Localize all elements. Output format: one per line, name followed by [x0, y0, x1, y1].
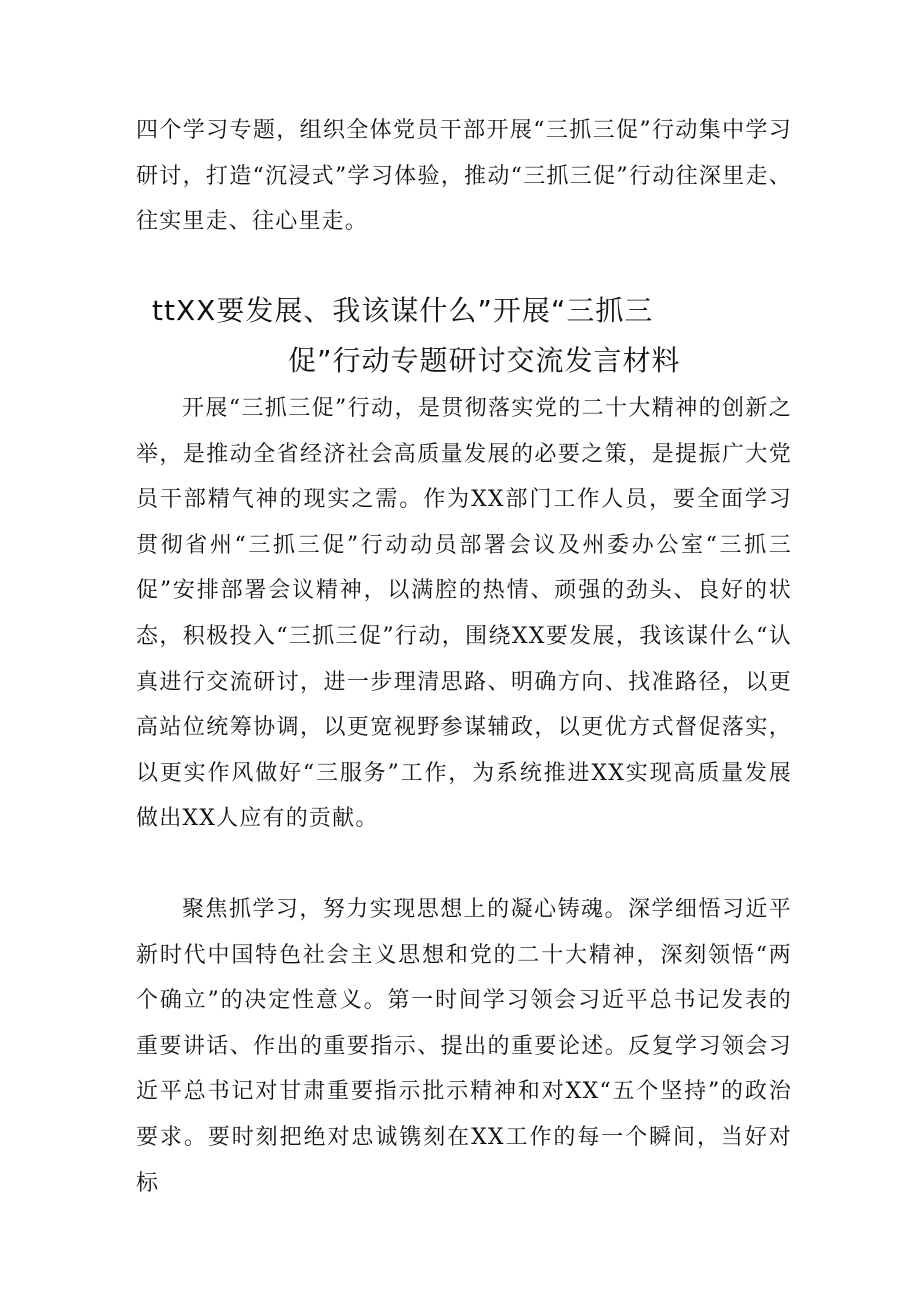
body-paragraph-1: 开展“三抓三促”行动，是贯彻落实党的二十大精神的创新之举，是推动全省经济社会高质量发展的必要之策，是提振广大党员干部精气神的现实之需。作为XX部门工作人员，要全面学习贯彻省州“三抓三促”行动动员部署会议及州委办公室“三抓三促”安排部署会议精神，以满腔的热情、顽强的劲头、良好的状态，积极投入“三抓三促”行动，围绕XX要发展，我该谋什么“认真进行交流研讨，进一步理清思路、明确方向、找准路径，以更高站位统筹协调，以更宽视野参谋辅政，以更优方式督促落实，以更实作风做好“三服务”工作，为系统推进XX实现高质量发展做出XX人应有的贡献。 — [136, 396, 792, 832]
title-line-1: ttXX要发展、我该谋什么”开展“三抓三 — [152, 294, 654, 327]
intro-paragraph: 四个学习专题，组织全体党员干部开展“三抓三促”行动集中学习研讨，打造“沉浸式”学习体验，推动“三抓三促”行动往深里走、往实里走、往心里走。 — [136, 118, 792, 235]
title-line-2: 促”行动专题研讨交流发言材料 — [288, 344, 681, 377]
document-title — [140, 286, 780, 386]
body-paragraph-2: 聚焦抓学习，努力实现思想上的凝心铸魂。深学细悟习近平新时代中国特色社会主义思想和党的二十大精神，深刻领悟“两个确立”的决定性意义。第一时间学习领会习近平总书记发表的重要讲话、作出的重要指示、提出的重要论述。反复学习领会习近平总书记对甘肃重要指示批示精神和对XX“五个坚持”的政治要求。要时刻把绝对忠诚镌刻在XX工作的每一个瞬间，当好对标 — [136, 897, 792, 1196]
